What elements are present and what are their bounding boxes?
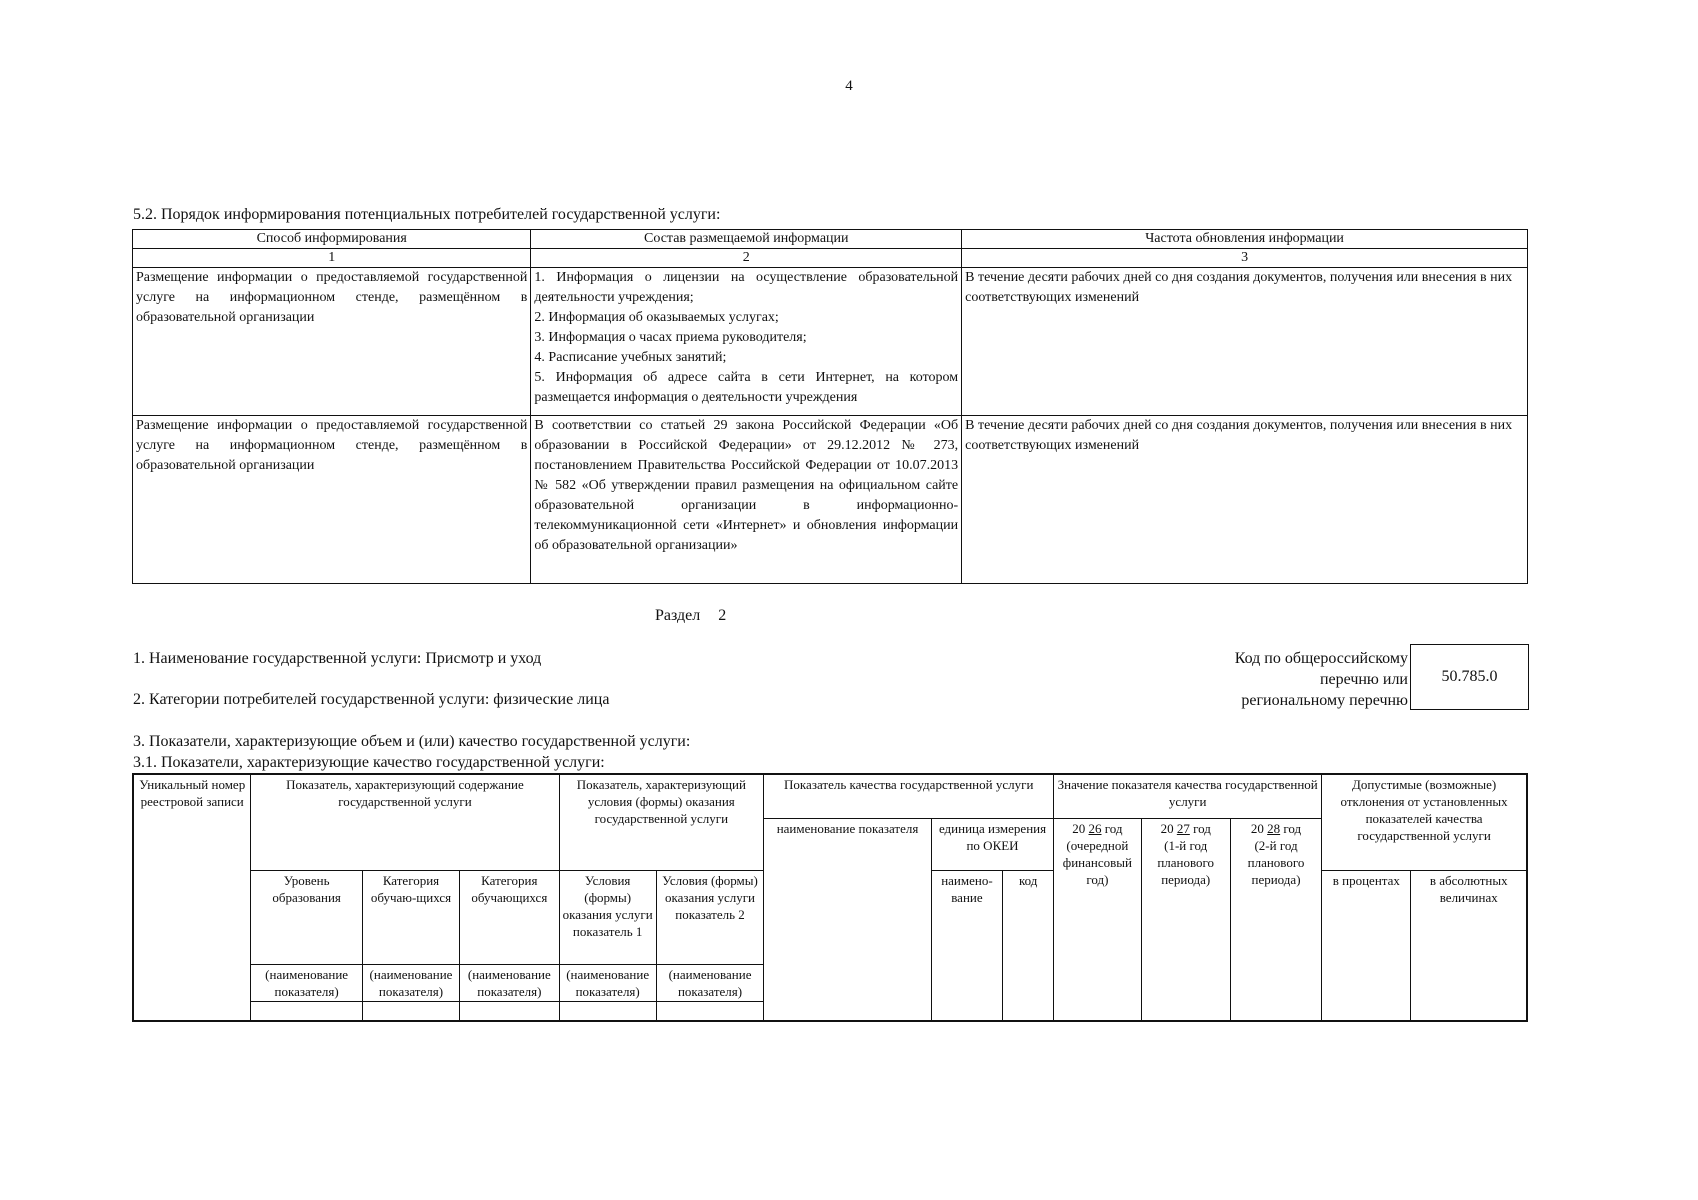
header-quality-group: Показатель качества государственной услуги — [764, 774, 1054, 818]
empty-cell — [656, 1001, 763, 1021]
header-method: Способ информирования — [133, 230, 531, 249]
code-value-box — [1410, 644, 1529, 710]
header-content: Состав размещаемой информации — [531, 230, 962, 249]
row2-frequency: В течение десяти рабочих дней со дня создания документов, получения или внесения в них соответствующих изменений — [962, 416, 1528, 584]
year-3-note: (2-й год планового периода) — [1247, 837, 1305, 887]
row1-content-item: 2. Информация об оказываемых услугах; — [534, 310, 779, 325]
header-indicator-name: (наименование показателя) — [362, 964, 459, 1001]
informing-table — [132, 229, 1528, 584]
code-value: 50.785.0 — [1441, 668, 1498, 685]
table-header-row — [133, 774, 1527, 818]
table-row — [133, 416, 1528, 584]
quality-indicators-table — [132, 773, 1528, 1022]
header-unit-name: наимено-вание — [931, 870, 1002, 1021]
header-category-2: Категория обучающихся — [460, 870, 559, 964]
section-label: Раздел — [655, 607, 701, 624]
header-indicator-name: (наименование показателя) — [656, 964, 763, 1001]
table-header-row — [133, 230, 1528, 249]
service-name: 1. Наименование государственной услуги: Присмотр и уход — [133, 650, 542, 667]
header-category-1: Категория обучаю-щихся — [362, 870, 459, 964]
row1-content — [531, 268, 962, 416]
header-level: Уровень образования — [251, 870, 362, 964]
header-value-group: Значение показателя качества государственной услуги — [1054, 774, 1322, 818]
header-indicator-name: (наименование показателя) — [251, 964, 362, 1001]
header-unit-code: код — [1003, 870, 1054, 1021]
header-quality-name: наименование показателя — [764, 818, 932, 1021]
section-5-2-heading: 5.2. Порядок информирования потенциальных потребителей государственной услуги: — [133, 206, 721, 223]
indicators-heading: 3. Показатели, характеризующие объем и (или) качество государственной услуги: — [133, 733, 691, 750]
header-indicator-name: (наименование показателя) — [559, 964, 656, 1001]
header-conditions-group: Показатель, характеризующий условия (формы) оказания государственной услуги — [559, 774, 764, 870]
year-prefix: 20 — [1072, 820, 1086, 836]
year-1-note: (очередной финансовый год) — [1062, 837, 1132, 887]
year-2-note: (1-й год планового периода) — [1157, 837, 1215, 887]
section-number: 2 — [718, 607, 727, 624]
header-content-group: Показатель, характеризующий содержание государственной услуги — [251, 774, 559, 870]
header-year-3 — [1230, 818, 1321, 1021]
section-title — [655, 607, 726, 625]
service-consumers: 2. Категории потребителей государственной услуги: физические лица — [133, 691, 610, 708]
header-year-2 — [1141, 818, 1230, 1021]
row1-method: Размещение информации о предоставляемой государственной услуге на информационном стенде, размещённом в образовательной организации — [133, 268, 531, 416]
empty-cell — [362, 1001, 459, 1021]
year-word: год — [1193, 820, 1211, 836]
header-year-1 — [1054, 818, 1141, 1021]
year-1-value: 26 — [1088, 820, 1102, 836]
code-label-line: Код по общероссийскому — [1234, 650, 1408, 667]
row1-frequency: В течение десяти рабочих дней со дня создания документов, получения или внесения в них соответствующих изменений — [962, 268, 1528, 416]
year-prefix: 20 — [1160, 820, 1174, 836]
year-word: год — [1104, 820, 1123, 836]
row1-content-item: 3. Информация о часах приема руководителя; — [534, 330, 807, 345]
table-number-row — [133, 249, 1528, 268]
code-label-line: перечню или — [1319, 671, 1408, 688]
empty-cell — [559, 1001, 656, 1021]
year-2-value: 27 — [1176, 820, 1190, 836]
year-3-value: 28 — [1267, 820, 1281, 836]
code-label-line: региональному перечню — [1241, 692, 1408, 709]
row1-content-item: 5. Информация об адресе сайта в сети Интернет, на котором размещается информация о деятельности учреждения — [534, 370, 959, 405]
row2-method: Размещение информации о предоставляемой государственной услуге на информационном стенде, размещённом в образовательной организации — [133, 416, 531, 584]
header-deviation-group: Допустимые (возможные) отклонения от установленных показателей качества государственной услуги — [1322, 774, 1527, 870]
column-number-2: 2 — [531, 249, 962, 268]
table-row — [133, 268, 1528, 416]
header-percent: в процентах — [1322, 870, 1411, 1021]
row1-content-item: 1. Информация о лицензии на осуществление образовательной деятельности учреждения; — [534, 270, 959, 305]
empty-cell — [460, 1001, 559, 1021]
header-frequency: Частота обновления информации — [962, 230, 1528, 249]
page-number: 4 — [845, 78, 853, 94]
year-word: год — [1283, 820, 1302, 836]
header-indicator-name: (наименование показателя) — [460, 964, 559, 1001]
header-condition-2: Условия (формы) оказания услуги показатель 2 — [656, 870, 763, 964]
header-unit: единица измерения по ОКЕИ — [931, 818, 1053, 870]
year-prefix: 20 — [1250, 820, 1264, 836]
column-number-3: 3 — [962, 249, 1528, 268]
header-absolute: в абсолютных величинах — [1411, 870, 1527, 1021]
empty-cell — [251, 1001, 362, 1021]
row2-content: В соответствии со статьей 29 закона Российской Федерации «Об образовании в Российской Федерации» от 29.12.2012 № 273, постановлением Правительства Российской Федерации от 10.07.2013 № 582 «Об утверждении правил размещения на официальном сайте образовательной организации в информационно-телекоммуникационной сети «Интернет» и обновления информации об образовательной организации» — [531, 416, 962, 584]
quality-indicators-heading: 3.1. Показатели, характеризующие качество государственной услуги: — [133, 754, 605, 771]
header-unique-number: Уникальный номер реестровой записи — [133, 774, 251, 1021]
header-condition-1: Условия (формы) оказания услуги показатель 1 — [559, 870, 656, 964]
column-number-1: 1 — [133, 249, 531, 268]
row1-content-item: 4. Расписание учебных занятий; — [534, 350, 727, 365]
code-label — [1100, 648, 1408, 711]
